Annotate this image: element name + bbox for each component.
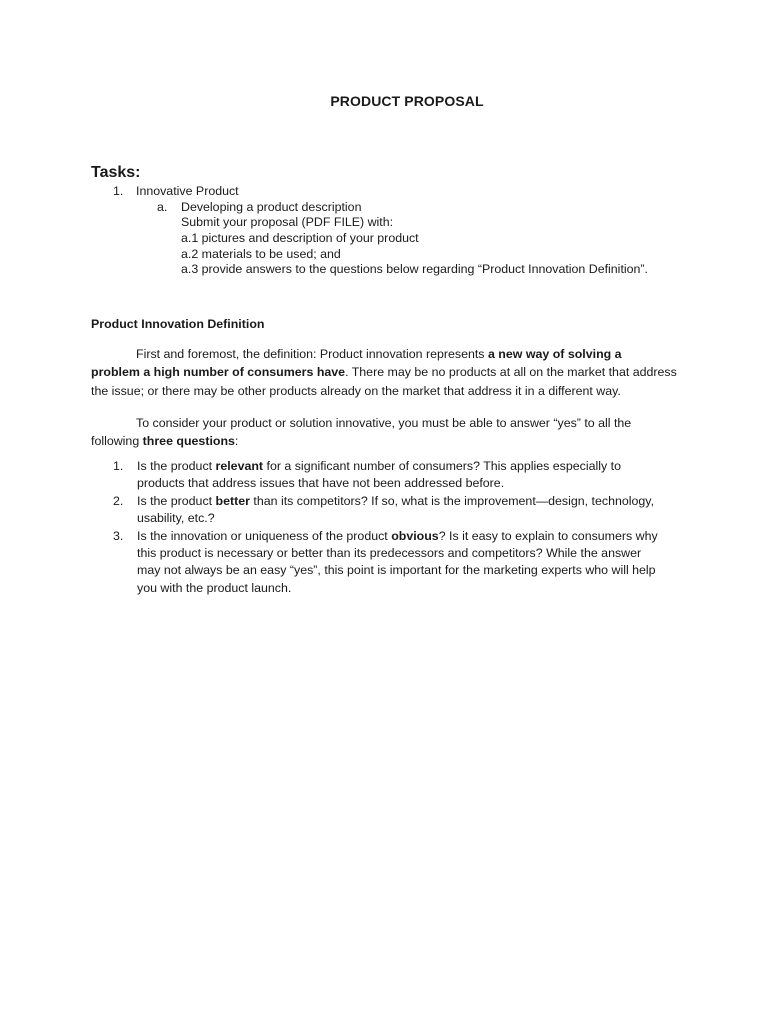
text-span: following <box>91 434 143 449</box>
section-heading: Product Innovation Definition <box>91 317 265 331</box>
paragraph-line <box>91 363 691 381</box>
tasks-heading: Tasks: <box>91 164 141 181</box>
paragraph-line <box>91 432 691 450</box>
text-span: Is the product <box>137 459 216 473</box>
task-subitem-a <box>157 199 361 216</box>
task-label: Innovative Product <box>136 184 239 198</box>
task-requirement-line: a.1 pictures and description of your product <box>181 230 419 245</box>
task-number: 1. <box>113 184 124 198</box>
list-item-line: products that address issues that have not been addressed before. <box>137 476 505 491</box>
text-span: Is the innovation or uniqueness of the product <box>137 528 392 543</box>
task-item-1 <box>113 183 239 200</box>
list-item-line <box>137 493 658 510</box>
list-number: 2. <box>113 493 124 508</box>
list-item-line: you with the product launch. <box>137 580 292 595</box>
bold-text: relevant <box>215 459 264 473</box>
bold-text: better <box>215 493 250 508</box>
task-requirements <box>181 215 648 278</box>
paragraph-line <box>91 414 691 432</box>
text-span: To consider your product or solution innovative, you must be able to answer “yes” to all the <box>136 416 632 430</box>
list-item-line <box>137 528 658 545</box>
text-span: than its competitors? If so, what is the improvement—design, technology, <box>249 493 655 508</box>
list-number: 1. <box>113 459 124 473</box>
task-requirement-line: a.3 provide answers to the questions below regarding “Product Innovation Definition”. <box>181 262 648 277</box>
list-number: 3. <box>113 528 124 543</box>
definition-paragraph <box>91 345 691 400</box>
task-requirement-line: a.2 materials to be used; and <box>181 246 341 261</box>
criteria-paragraph <box>91 414 691 451</box>
bold-text: obvious <box>391 528 439 543</box>
bold-text: problem a high number of consumers have <box>91 365 346 380</box>
questions-list <box>113 458 658 597</box>
subtask-letter: a. <box>157 200 168 214</box>
task-requirement-line: Submit your proposal (PDF FILE) with: <box>181 215 394 229</box>
list-item-line: usability, etc.? <box>137 511 215 526</box>
paragraph-line <box>91 345 691 363</box>
list-item <box>113 458 658 493</box>
list-item-line: this product is necessary or better than its predecessors and competitors? While the answer <box>137 545 642 560</box>
document-title: PRODUCT PROPOSAL <box>330 93 484 109</box>
text-span: . There may be no products at all on the market that address <box>345 365 677 380</box>
list-item-line <box>137 458 658 475</box>
list-item <box>113 493 658 528</box>
text-span: : <box>234 434 239 449</box>
subtask-label: Developing a product description <box>181 200 362 214</box>
list-item-line: may not always be an easy “yes”, this point is important for the marketing experts who will help <box>137 563 656 578</box>
paragraph-line: the issue; or there may be other products already on the market that address it in a different way. <box>91 383 621 398</box>
text-span: First and foremost, the definition: Product innovation represents <box>136 347 488 361</box>
text-span: Is the product <box>137 493 216 508</box>
bold-text: a new way of solving a <box>487 347 622 361</box>
text-span: ? Is it easy to explain to consumers why <box>438 528 658 543</box>
bold-text: three questions <box>142 434 235 449</box>
text-span: for a significant number of consumers? This applies especially to <box>263 459 621 473</box>
list-item <box>113 528 658 598</box>
